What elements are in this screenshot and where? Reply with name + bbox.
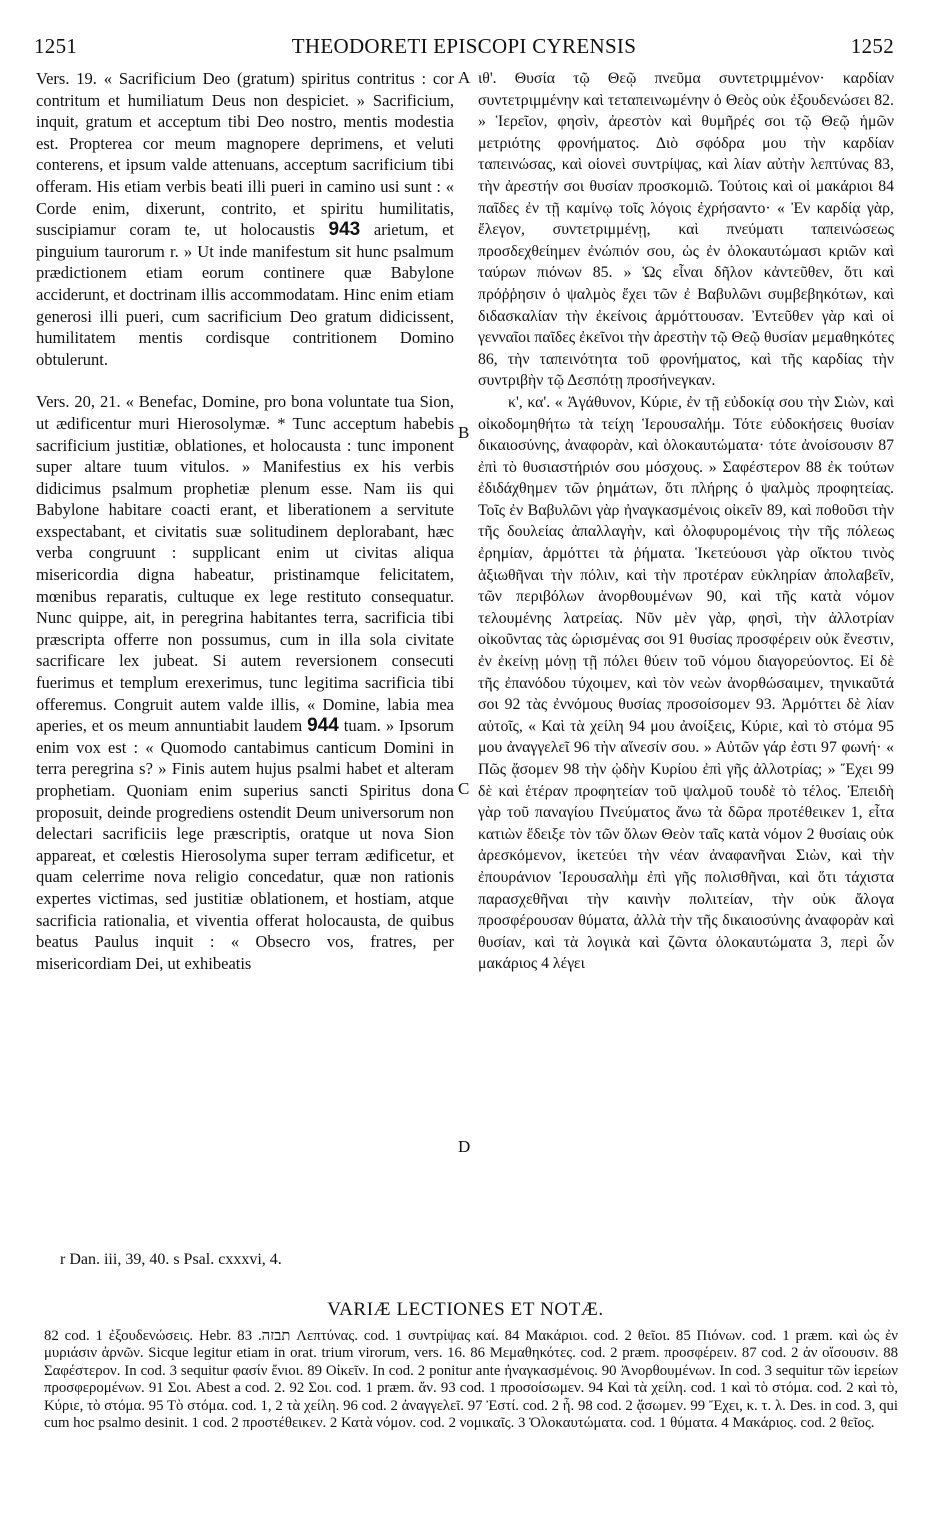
column-number-left: 1251 <box>34 34 78 58</box>
latin-text: tuam. » Ipsorum enim vox est : « Quomodo cantabimus canticum Domini in terra peregrina s? » Finis autem hujus psalmi habet et alteram prophetiam. Quoniam enim superius sancti Spiritus dona proposuit, deinde progrediens ostendit Deum universorum non delectari sacrificiis lege præscriptis, oratque ut nova Sion appareat, et cœlestis Hierosolyma super terram ædificetur, et quam celerrime nova religio concedatur, quæ non rationis expertes victimas, sed justitiæ oblationem, et hostiam, atque sacrificia rationalia, et viventia offerat holocausta, de quibus beatus Paulus inquit : « Obsecro vos, fratres, per misericordiam Dei, ut exhibeatis <box>36 716 455 973</box>
latin-text: Vers. 19. « Sacrificium Deo (gratum) spiritus contritus : cor contritum et humiliatum Deus non despiciet. » Sacrificium, inquit, gratum et acceptum tibi Deo nostro, mentis modestia est. Propterea cor meum magnopere deprimens, et veluti conterens, et ipsum valde attenuans, acceptum sacrificium tibi offeram. His etiam verbis beati illi pueri in camino usi sunt : « Corde enim, dixerunt, contrito, et spiritu humilitatis, suscipiamur coram te, ut holocaustis <box>36 69 454 240</box>
scripture-footnote: r Dan. iii, 39, 40. s Psal. cxxxvi, 4. <box>60 1251 282 1268</box>
margin-letter-c: C <box>458 779 470 798</box>
running-header <box>34 34 894 64</box>
latin-text: Vers. 20, 21. « Benefac, Domine, pro bona voluntate tua Sion, ut ædificentur muri Hierosolymæ. * Tunc acceptum habebis sacrificium justitiæ, oblationes, et holocausta : tunc imponent super altare tuum vitulos. » Manifestius ex his verbis didicimus psalmum prophetiæ plenum esse. Nam iis qui Babylone habitare coacti erant, et liberationem a servitute exspectabant, et civitatis suæ solitudinem deplorabant, hæc verba congruunt : supplicant enim ut civitas aliqua misericordia digna habeatur, pristinamque felicitatem, mœnibus reparatis, cultuque ex lege restituto consequatur. Nunc quippe, ait, in peregrina habitantes terra, sacrificia tibi præscripta offerre non possumus, cum in illa sola civitate sacrificare lex jubeat. Si autem reversionem consecuti fuerimus et templum erexerimus, tunc legitima sacrificia tibi offeremus. Congruit autem valde illis, « Domine, labia mea aperies, et os meum annuntiabit laudem <box>36 392 454 736</box>
margin-letter-a: A <box>458 68 471 87</box>
notes-title: VARIÆ LECTIONES ET NOTÆ. <box>327 1299 604 1320</box>
variant-readings-text: 82 cod. 1 ἐξουδενώσεις. Hebr. תבזה. 83 Λεπτύνας. cod. 1 συντρίψας καί. 84 Μακάριοι. cod. 2 θεῖοι. 85 Πιόνων. cod. 1 præm. καὶ ὡς ἐν μυριάσιν ἀρνῶν. Sicque legitur etiam in orat. trium virorum, vers. 16. 86 Μεμαθηκότες. cod. 2 præm. προσφέρειν. 87 cod. 2 ἀν οἴσουσιν. 88 Σαφέστερον. In cod. 3 sequitur φασίν ἔνιοι. 89 Οἰκεῖν. In cod. 2 ponitur ante ἠναγκασμένοις. 90 Ἀνορθουμένων. In cod. 3 sequitur τῶν ἱερείων προσφερομένων. 91 Σοι. Abest a cod. 2. 92 Σοι. cod. 1 præm. ἄν. 93 cod. 1 προσοίσωμεν. 94 Καὶ τὰ χείλη. cod. 1 καὶ τὸ στόμα. cod. 2 καὶ τὸ, Κύριε, τὸ στόμα. 95 Τὸ στόμα. cod. 1, 2 τὰ χείλη. 96 cod. 2 ἀναγγελεῖ. 97 Ἐστί. cod. 2 ἦ. 98 cod. 2 ᾄσωμεν. 99 Ἔχει, κ. τ. λ. Des. in cod. 3, qui cum hoc psalmo desinit. 1 cod. 2 προστέθεικεν. 2 Κατὰ νόμον. cod. 2 νομικαῖς. 3 Ὁλοκαυτώματα. cod. 1 θύματα. 4 Μακάριος. cod. 2 θεῖος. <box>44 1328 898 1432</box>
migne-column-marker: 943 <box>328 219 361 241</box>
margin-letter-d: D <box>458 1137 471 1156</box>
latin-text: arietum, et pinguium taurorum r. » Ut inde manifestum sit hunc psalmum prædictionem etiam eorum continere quæ Babylone acciderunt, et doctrinam illis accommodatam. Hinc enim etiam generosi illi pueri, cum sacrificium Deo gratum didicissent, humilitatem mentis cordisque contritionem Domino obtulerunt. <box>36 220 455 369</box>
margin-letter-b: B <box>458 423 470 442</box>
latin-paragraph-verse-20-21 <box>36 391 454 974</box>
running-title: THEODORETI EPISCOPI CYRENSIS <box>291 34 637 58</box>
latin-column <box>36 68 454 974</box>
column-number-right: 1252 <box>850 34 894 58</box>
greek-column <box>478 68 894 975</box>
variant-readings <box>44 1328 898 1432</box>
greek-paragraph-verse-20-21: κ', κα'. « Ἀγάθυνον, Κύριε, ἐν τῇ εὐδοκίᾳ σου τὴν Σιὼν, καὶ οἰκοδομηθήτω τὰ τείχη Ἱερουσαλήμ. Τότε εὐδοκήσεις θυσίαν δικαιοσύνης, ἀναφορὰν, καὶ ὁλοκαυτώματα· τότε ἀνοίσουσιν 87 ἐπὶ τὸ θυσιαστήριόν σου μόσχους. » Σαφέστερον 88 ἐκ τούτων ἐδιδάχθημεν τῶν ῥημάτων, ὅτι πλήρης ὁ ψαλμὸς προφητείας. Τοῖς ἐν Βαβυλῶνι γὰρ ἠναγκασμένοις οἰκεῖν 89, καὶ ποθοῦσι τὴν τῆς δουλείας ἀπαλλαγὴν, καὶ ὀλοφυρομένοις τὴν τῆς πόλεως ἐρημίαν, ἁρμόττει τὰ ῥήματα. Ἱκετεύουσι γὰρ οἴκτου τινὸς ἀξιωθῆναι τὴν πόλιν, καὶ τὴν προτέραν εὐκληρίαν ἀπολαβεῖν, τῶν περιβόλων ἀνορθουμένων 90, καὶ τῆς κατὰ νόμον τελουμένης λατρείας. Νῦν μὲν γὰρ, φησὶ, τὴν ἀλλοτρίαν οἰκοῦντας τὰς ὡρισμένας σοι 91 θυσίας προσφέρειν οὐκ ἔνεστιν, ἐν ἐκείνῃ μόνῃ τῇ πόλει θύειν τοῦ νόμου διαγορεύοντος. Εἰ δὲ τῆς ἐπανόδου τύχοιμεν, καὶ τὸν νεὼν ἀνορθώσαιμεν, τηνικαῦτά σοι 92 τὰς ἐννόμους θυσίας προσοίσομεν 93. Ἁρμόττει δὲ λίαν αὐτοῖς, « Καὶ τὰ χείλη 94 μου ἀνοίξεις, Κύριε, καὶ τὸ στόμα 95 μου ἀναγγελεῖ 96 τὴν αἴνεσίν σου. » Αὐτῶν γάρ ἐστι 97 φωνή· « Πῶς ᾄσομεν 98 τὴν ᾠδὴν Κυρίου ἐπὶ γῆς ἀλλοτρίας; » Ἔχει 99 δὲ καὶ ἑτέραν προφητείαν τοῦ ψαλμοῦ τουδὲ τὸ τέλος. Ἐπειδὴ γὰρ τοῦ παναγίου Πνεύματος ἄνω τὰ δῶρα προτέθεικεν 1, εἶτα κατιὼν ἔδειξε τὸν τῶν ὅλων Θεὸν ταῖς κατὰ νόμον 2 θυσίαις οὐκ ἀρεσκόμενον, ἱκετεύει τὴν νέαν ἀναφανῆναι Σιὼν, καὶ τὴν ἐπουράνιον Ἱερουσαλὴμ ἐπὶ γῆς πολισθῆναι, καὶ ὅτι τάχιστα παρασχεθῆναι τὴν καινὴν πολιτείαν, τὴν οὐκ ἄλογα προσφέρουσαν θύματα, ἀλλὰ τὴν τῆς δικαιοσύνης ἀναφορὰν καὶ θυσίαν, καὶ τὰ λογικὰ καὶ ζῶντα ὁλοκαυτώματα 3, περὶ ὧν μακάριος 4 λέγει <box>478 393 894 973</box>
migne-column-marker: 944 <box>307 715 339 737</box>
greek-paragraph-verse-19: ιθ'. Θυσία τῷ Θεῷ πνεῦμα συντετριμμένον· καρδίαν συντετριμμένην καὶ τεταπεινωμένην ὁ Θεὸς οὐκ ἐξουδενώσει 82. » Ἱερεῖον, φησὶν, ἀρεστὸν καὶ θυμῆρές σοι τῷ Θεῷ ἡμῶν μετριότης φρονήματος. Διὸ σφόδρα μου τὴν καρδίαν ταπεινώσας, καὶ οἱονεὶ συντρίψας, καὶ λίαν αὐτὴν λεπτύνας 83, τὴν ἀρεστήν σοι θυσίαν προσκομιῶ. Τούτοις καὶ οἱ μακάριοι 84 παῖδες ἐν τῇ καμίνῳ τοῖς λόγοις ἐχρήσαντο· « Ἐν καρδίᾳ γὰρ, ἔλεγον, συντετριμμένῃ, καὶ πνεύματι ταπεινώσεως προσδεχθείημεν ἐνώπιόν σου, ὡς ἐν ὁλοκαυτώμασι κριῶν καὶ ταύρων πιόνων 85. » Ὡς εἶναι δῆλον κἀντεῦθεν, ὅτι καὶ πρόῤῥησιν ὁ ψαλμὸς ἔχει τῶν ἐ Βαβυλῶνι συμβεβηκότων, καὶ διδασκαλίαν τὴν ἐκείνοις ἁρμόττουσαν. Ἐντεῦθεν γὰρ καὶ οἱ γενναῖοι παῖδες ἐκεῖνοι τὴν ἀρεστὴν τῷ Θεῷ θυσίαν μεμαθηκότες 86, τὴν ταπεινότητα τοῦ φρονήματος, καὶ τῆς καρδίας τὴν συντριβὴν τῷ Δεσπότῃ προσήνεγκαν. <box>478 70 894 390</box>
latin-paragraph-verse-19 <box>36 68 454 370</box>
